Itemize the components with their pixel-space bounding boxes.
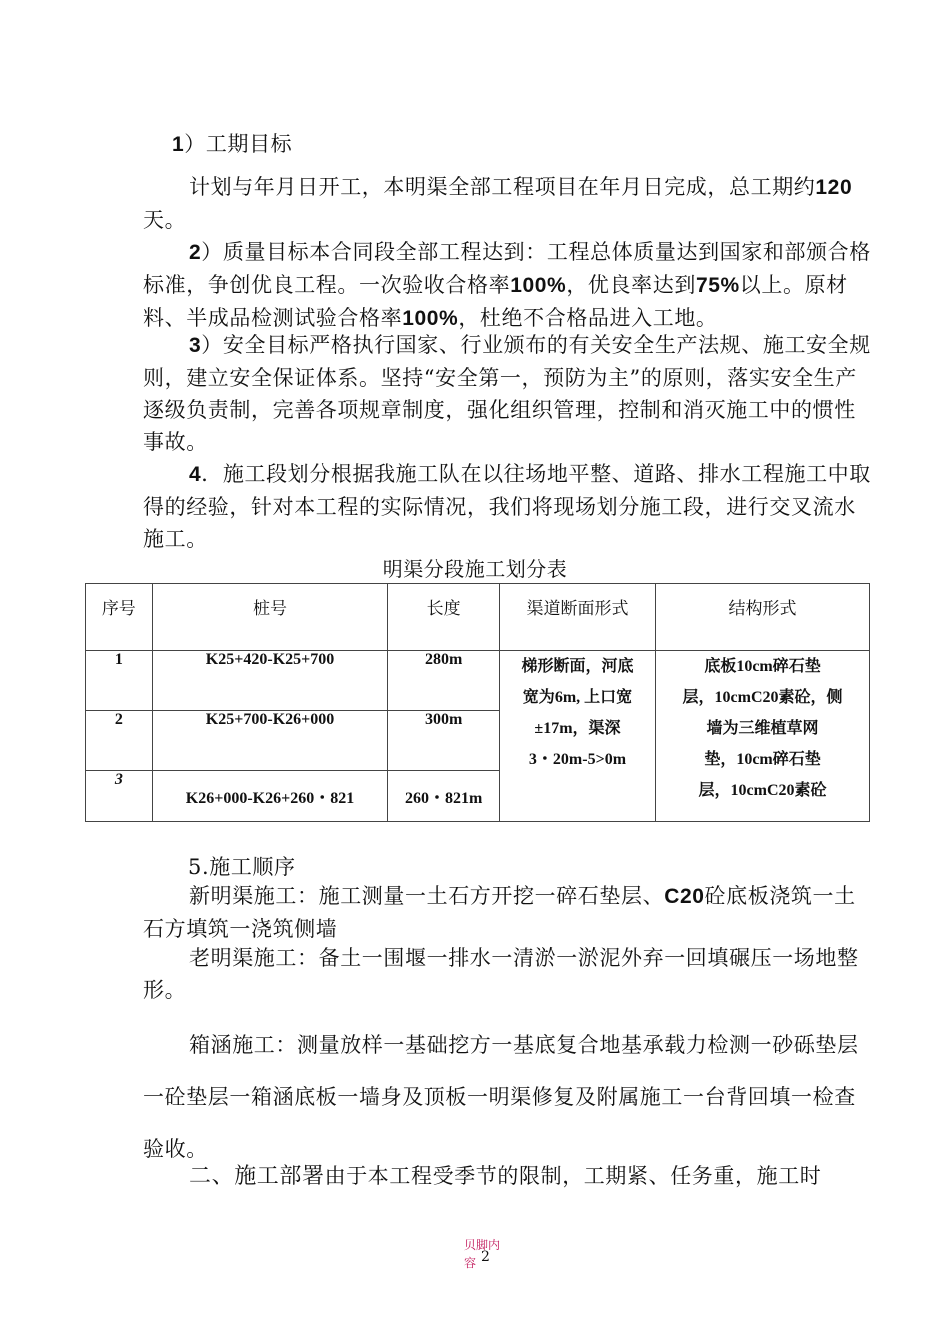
section-form-line: 梯形断面，河底 bbox=[521, 658, 634, 675]
footer-label-line: 容 bbox=[464, 1256, 477, 1270]
quality-text-4: ，杜绝不合格品进入工地。 bbox=[458, 306, 718, 330]
row-station: K25+420-K25+700 bbox=[152, 651, 388, 711]
quality-rate-3: 100% bbox=[402, 307, 459, 330]
structure-form-line bbox=[656, 651, 869, 682]
header-station: 桩号 bbox=[152, 584, 388, 651]
section-form-line bbox=[500, 713, 655, 744]
structure-form-value: 10cmC20 bbox=[714, 689, 779, 706]
structure-form-text: 碎石垫 bbox=[772, 658, 821, 675]
section-two-heading: 二、施工部署 bbox=[189, 1164, 325, 1189]
safety-number: 3 bbox=[189, 334, 202, 357]
structure-form-text: 底板 bbox=[704, 658, 737, 675]
section-two-deployment bbox=[143, 1160, 873, 1193]
row-length: 260・821m bbox=[388, 771, 499, 822]
table-header-row bbox=[86, 584, 870, 651]
paragraph-safety-goal bbox=[143, 329, 873, 458]
structure-form-value: 10cmC20 bbox=[730, 782, 795, 799]
section-form-text: ± bbox=[534, 720, 544, 737]
page-number: 2 bbox=[481, 1249, 490, 1265]
section-form-text: , 上口宽 bbox=[576, 689, 633, 706]
quality-number: 2 bbox=[189, 241, 202, 264]
structure-form-text: 层， bbox=[682, 689, 715, 706]
row-station: K25+700-K26+000 bbox=[152, 711, 388, 771]
section-form-line: 3・20m-5>0m bbox=[528, 751, 627, 768]
quality-text-3: 以上。原材料、半成品检测试验合格率 bbox=[143, 273, 848, 330]
structure-form-text: 素砼 bbox=[794, 782, 827, 799]
quality-text-2: ，优良率达到 bbox=[566, 273, 696, 297]
schedule-text: 计划与年月日开工，本明渠全部工程项目在年月日完成，总工期约 bbox=[189, 175, 816, 199]
schedule-unit: 天。 bbox=[143, 208, 187, 232]
heading-construction-sequence: 5.施工顺序 bbox=[188, 855, 296, 879]
new-channel-text-1: 新明渠施工：施工测量一土石方开挖一碎石垫层、 bbox=[189, 884, 665, 908]
structure-form-line bbox=[656, 682, 869, 713]
paragraph-old-channel: 老明渠施工：备土一围堰一排水一清淤一淤泥外弃一回填碾压一场地整形。 bbox=[143, 946, 859, 1002]
new-channel-grade: C20 bbox=[664, 885, 705, 908]
paragraph-section-division bbox=[143, 458, 873, 555]
quality-rate-1: 100% bbox=[510, 274, 567, 297]
structure-form-text: 碎石垫 bbox=[772, 751, 821, 768]
safety-text: ）安全目标严格执行国家、行业颁布的有关安全生产法规、施工安全规则，建立安全保证体系。坚持“安全第一，预防为主”的原则，落实安全生产逐级负责制，完善各项规章制度，强化组织管理，控制和消灭施工中的惯性事故。 bbox=[143, 333, 871, 454]
heading-schedule-goal bbox=[172, 128, 902, 161]
section-table bbox=[85, 583, 870, 822]
table-row bbox=[86, 651, 870, 711]
row-no: 1 bbox=[86, 651, 153, 711]
structure-form-line bbox=[656, 744, 869, 775]
sections-text: ．施工段划分根据我施工队在以往场地平整、道路、排水工程施工中取得的经验，针对本工程的实际情况，我们将现场划分施工段，进行交叉流水施工。 bbox=[143, 462, 871, 551]
structure-form-value: 10cm bbox=[736, 658, 773, 675]
section-form-value: 17m bbox=[543, 720, 573, 737]
row-no: 3 bbox=[86, 771, 153, 822]
structure-form-value: 10cm bbox=[736, 751, 773, 768]
row-station: K26+000-K26+260・821 bbox=[152, 771, 388, 822]
section-form-cell bbox=[499, 651, 655, 822]
row-length: 280m bbox=[388, 651, 499, 711]
header-length: 长度 bbox=[388, 584, 499, 651]
structure-form-cell bbox=[656, 651, 870, 822]
section-two-text: 由于本工程受季节的限制，工期紧、任务重，施工时 bbox=[324, 1164, 822, 1188]
table-title: 明渠分段施工划分表 bbox=[382, 557, 568, 581]
paragraph-box-culvert: 箱涵施工：测量放样一基础挖方一基底复合地基承载力检测一砂砾垫层一砼垫层一箱涵底板一墙身及顶板一明渠修复及附属施工一台背回填一检查验收。 bbox=[143, 1033, 859, 1161]
section-form-value: 6m bbox=[554, 689, 577, 706]
structure-form-line: 墙为三维植草网 bbox=[706, 720, 819, 737]
new-channel-text-2: 砼底板浇筑一土石方填筑一浇筑侧墙 bbox=[143, 884, 856, 941]
structure-form-text: 垫， bbox=[704, 751, 737, 768]
paragraph-quality-goal bbox=[143, 236, 873, 335]
structure-form-text: 素砼，侧 bbox=[778, 689, 843, 706]
section-form-line bbox=[500, 682, 655, 713]
structure-form-text: 层， bbox=[698, 782, 731, 799]
footer-label-line: 贝脚内 bbox=[464, 1238, 501, 1252]
section-form-text: ，渠深 bbox=[572, 720, 621, 737]
paragraph-new-channel bbox=[143, 880, 873, 945]
heading-text: ）工期目标 bbox=[184, 132, 293, 156]
quality-text-1: ）质量目标本合同段全部工程达到：工程总体质量达到国家和部颁合格标准，争创优良工程。一次验收合格率 bbox=[143, 240, 871, 297]
sections-number: 4 bbox=[189, 463, 202, 486]
row-length: 300m bbox=[388, 711, 499, 771]
header-section-form: 渠道断面形式 bbox=[499, 584, 655, 651]
structure-form-line bbox=[656, 775, 869, 806]
header-no: 序号 bbox=[86, 584, 153, 651]
quality-rate-2: 75% bbox=[695, 274, 740, 297]
row-no: 2 bbox=[86, 711, 153, 771]
section-form-text: 宽为 bbox=[522, 689, 555, 706]
heading-number: 1 bbox=[172, 133, 185, 156]
paragraph-schedule bbox=[143, 171, 873, 236]
header-structure-form: 结构形式 bbox=[656, 584, 870, 651]
schedule-days: 120 bbox=[815, 176, 853, 199]
